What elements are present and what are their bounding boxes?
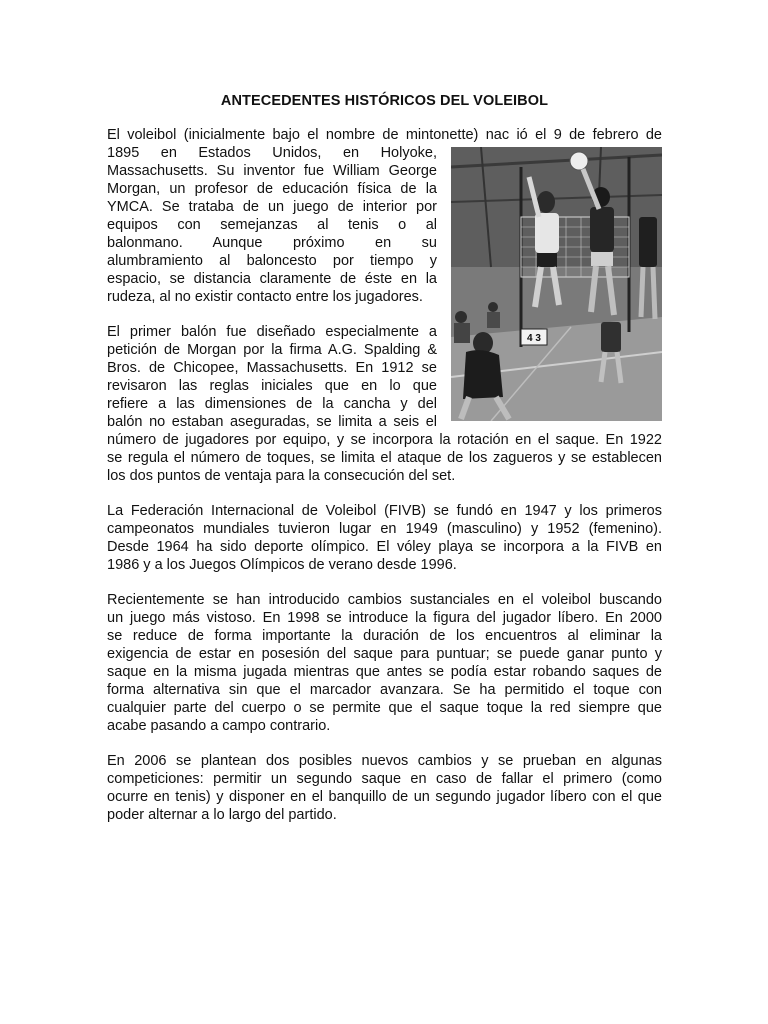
text-line: Massachusetts. Su inventor fue William George <box>107 163 437 179</box>
scoreboard-text: 4 3 <box>527 333 541 344</box>
text-line: Bros. de Chicopee, Massachusetts. En 1912 se <box>107 360 437 376</box>
text-line: YMCA. Se trataba de un juego de interior por <box>107 199 437 215</box>
text-line: un juego más vistoso. En 1998 se introduce la figura del jugador líbero. En 2000 <box>107 610 662 626</box>
text-line: El voleibol (inicialmente bajo el nombre de mintonette) nac ió el 9 de febrero de <box>107 127 662 143</box>
text-line: se regula el número de toques, se limita el ataque de los zagueros y se establecen <box>107 450 662 466</box>
text-line: revisaron las reglas iniciales que en lo que <box>107 378 437 394</box>
text-line: Morgan, un profesor de educación física de la <box>107 181 437 197</box>
text-line: 1895 en Estados Unidos, en Holyoke, <box>107 145 437 161</box>
text-line: saque en la misma jugada mientras que antes se podía estar robando saques de <box>107 664 662 680</box>
text-line: alumbramiento al baloncesto por tiempo y <box>107 253 437 269</box>
text-line: refiere a las dimensiones de la cancha y del <box>107 396 437 412</box>
text-line: El primer balón fue diseñado especialmente a <box>107 324 437 340</box>
text-line: exigencia de estar en posesión del saque para puntuar; se puede ganar punto y <box>107 646 662 662</box>
text-line: número de jugadores por equipo, y se incorpora la rotación en el saque. En 1922 <box>107 432 662 448</box>
text-line: cualquier parte del cuerpo o se permite que el saque toque la red siempre que <box>107 700 662 716</box>
text-line: poder alternar a lo largo del partido. <box>107 807 337 823</box>
text-line: ocurre en tenis) y disponer en el banquillo de un segundo jugador líbero con el que <box>107 789 662 805</box>
text-line: 1986 y a los Juegos Olímpicos de verano desde 1996. <box>107 557 457 573</box>
text-line: se reduce de forma importante la duración de los encuentros al eliminar la <box>107 628 662 644</box>
text-line: competiciones: permitir un segundo saque en caso de fallar el primero (como <box>107 771 662 787</box>
text-line: Recientemente se han introducido cambios sustanciales en el voleibol buscando <box>107 592 662 608</box>
document-title: ANTECEDENTES HISTÓRICOS DEL VOLEIBOL <box>220 93 549 109</box>
text-line: balonmano. Aunque próximo en su <box>107 235 437 251</box>
text-line: los dos puntos de ventaja para la consecución del set. <box>107 468 456 484</box>
text-line: acabe pasando a campo contrario. <box>107 718 331 734</box>
text-line: Desde 1964 ha sido deporte olímpico. El vóley playa se incorpora a la FIVB en <box>107 539 662 555</box>
text-line: La Federación Internacional de Voleibol (FIVB) se fundó en 1947 y los primeros <box>107 503 662 519</box>
photo-illustration <box>451 147 662 421</box>
text-line: equipos con semejanzas al tenis o al <box>107 217 437 233</box>
text-line: balón no estaban aseguradas, se limita a seis el <box>107 414 437 430</box>
text-line: espacio, se distancia claramente de éste en la <box>107 271 437 287</box>
text-line: petición de Morgan por la firma A.G. Spalding & <box>107 342 437 358</box>
text-line: rudeza, al no existir contacto entre los jugadores. <box>107 289 423 305</box>
text-line: campeonatos mundiales tuvieron lugar en 1949 (masculino) y 1952 (femenino). <box>107 521 662 537</box>
text-line: forma alternativa sin que el marcador avanzara. Se ha permitido el toque con <box>107 682 662 698</box>
text-line: En 2006 se plantean dos posibles nuevos cambios y se prueban en algunas <box>107 753 662 769</box>
volleyball-match-photo <box>451 147 662 421</box>
